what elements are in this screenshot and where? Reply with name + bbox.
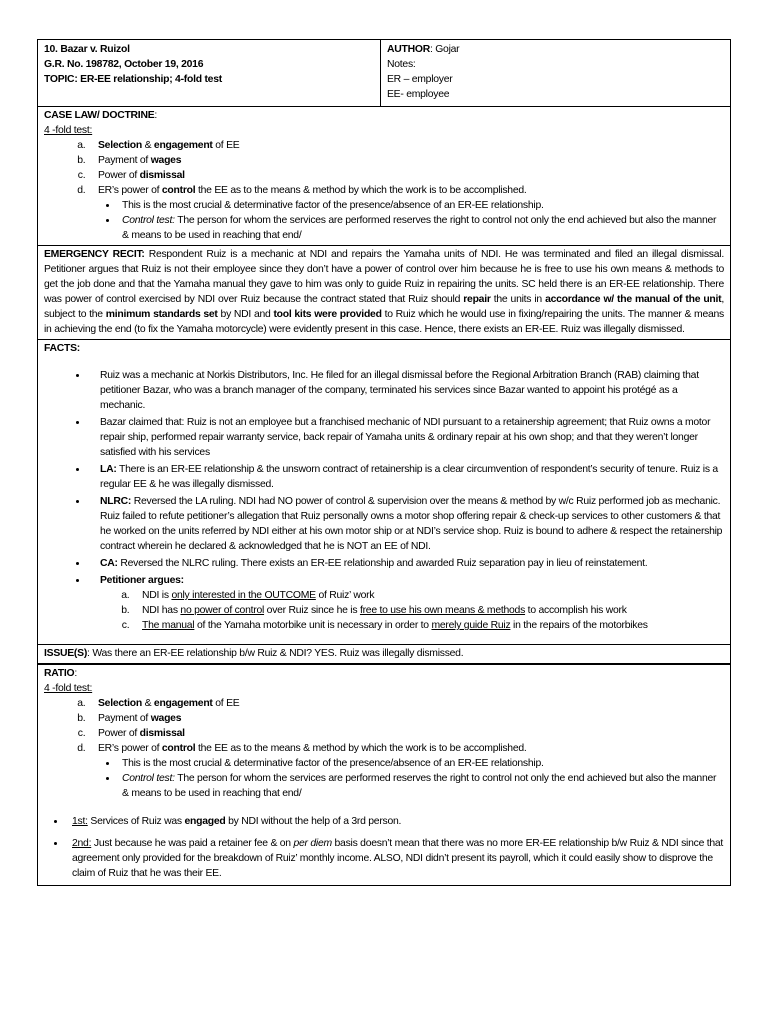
text-run: Petitioner argues: [100, 575, 184, 586]
spacer [44, 881, 724, 883]
text-run: wages [150, 155, 182, 166]
text-run: engagement [153, 140, 213, 151]
text-run: Just because he was paid a retainer fee & on [91, 838, 294, 849]
text-run: , subject to the [44, 294, 725, 320]
topic-value: : ER-EE relationship; 4-fold test [74, 74, 222, 85]
text-run: Reversed the LA ruling. NDI had NO power of control & supervision over the means & method by w/c Ruiz performed job as mechanic. Ruiz failed to refute petitioner’s allegation that Ruiz personally owns a motor shop offering repair & check-up services to other customers & that he worked on the units referred by NDI either at his own motor ship or at NDI’s service shop. Ruiz is bound to adhere & respect the retainership contract wherein he declared & acknowledged that he is NOT an EE of NDI. [100, 496, 723, 552]
digest-header-row [38, 40, 730, 106]
text-run: Reversed the NLRC ruling. There exists an ER-EE relationship and awarded Ruiz separation pay in lieu of reinstatement. [117, 558, 648, 569]
author-value: : Gojar [429, 44, 460, 55]
text-run: accordance w/ the manual of the unit [545, 294, 722, 305]
case-gr-number: G.R. No. 198782, October 19, 2016 [44, 59, 204, 70]
text-run: CA: [100, 558, 118, 569]
fourfold-item [88, 168, 724, 183]
recit-section [38, 245, 730, 339]
fact-item [88, 462, 724, 492]
text-run: control [161, 743, 196, 754]
ratio-section [38, 663, 730, 885]
fourfold-item [88, 696, 724, 711]
text-run: minimum standards set [105, 309, 218, 320]
text-run: 1st: [72, 816, 88, 827]
ratio-sub-list [44, 756, 724, 801]
argument-item [132, 618, 724, 633]
text-run: Payment of [98, 713, 151, 724]
petitioner-arguments-list [100, 588, 724, 633]
ratio-heading-suffix: : [74, 668, 77, 679]
text-run: The manual [142, 620, 195, 631]
text-run: Bazar claimed that: Ruiz is not an employee but a franchised mechanic of NDI pursuant to a retainership agreement; that Ruiz owns a motor repair ship, performed repair warranty service, back repair of Yamaha units & ordinary repair at his own shop; and that they weren’t longer satisfied with his services [100, 417, 711, 458]
author-line [387, 42, 724, 57]
text-run: only interested in the OUTCOME [171, 590, 316, 601]
text-run: per diem [293, 838, 332, 849]
doctrine-sub-list [44, 198, 724, 243]
text-run: EMERGENCY RECIT: [44, 249, 145, 260]
control-note-item [118, 213, 724, 243]
text-run: merely guide Ruiz [431, 620, 511, 631]
spacer [44, 635, 724, 642]
text-run: : Was there an ER-EE relationship b/w Ruiz & NDI? YES. Ruiz was illegally dismissed. [87, 648, 464, 659]
text-run: NDI is [142, 590, 172, 601]
case-topic [44, 72, 374, 87]
text-run: Power of [98, 728, 140, 739]
fourfold-item [88, 138, 724, 153]
author-notes-cell [381, 40, 730, 106]
spacer [44, 801, 724, 807]
text-run: This is the most crucial & determinative factor of the presence/absence of an ER-EE relationship. [122, 200, 544, 211]
text-run: Control test: [122, 773, 175, 784]
text-run: ER’s power of [98, 743, 162, 754]
text-run: tool kits were provided [273, 309, 382, 320]
text-run: the EE as to the means & method by which the work is to be accomplished. [195, 743, 527, 754]
text-run: Payment of [98, 155, 151, 166]
text-run: to accomplish his work [525, 605, 627, 616]
topic-label: TOPIC [44, 74, 75, 85]
fourfold-item [88, 726, 724, 741]
text-run: in the repairs of the motorbikes [510, 620, 648, 631]
case-digest-table [37, 39, 731, 886]
text-run: Control test: [122, 215, 175, 226]
text-run: control [161, 185, 196, 196]
note-item: EE- employee [387, 89, 450, 100]
text-run: over Ruiz since he is [264, 605, 360, 616]
text-run: Selection [98, 140, 142, 151]
text-run: the units in [490, 294, 546, 305]
text-run: the EE as to the means & method by which the work is to be accomplished. [195, 185, 527, 196]
text-run: engagement [153, 698, 213, 709]
fact-item [88, 494, 724, 554]
ratio-fourfold-list [44, 696, 724, 756]
spacer [44, 356, 724, 368]
fourfold-item [88, 741, 724, 756]
fourfold-item [88, 183, 724, 198]
text-run: free to use his own means & methods [359, 605, 526, 616]
text-run: Services of Ruiz was [87, 816, 185, 827]
fact-item [88, 573, 724, 633]
text-run: by NDI and [217, 309, 274, 320]
text-run: Selection [98, 698, 142, 709]
text-run: Power of [98, 170, 140, 181]
text-run: of the Yamaha motorbike unit is necessary in order to [194, 620, 432, 631]
control-note-item [118, 771, 724, 801]
text-run: LA: [100, 464, 117, 475]
text-run: NDI has [142, 605, 181, 616]
text-run: wages [150, 713, 182, 724]
text-run: ER’s power of [98, 185, 162, 196]
text-run: basis doesn’t mean that there was no more ER-EE relationship b/w Ruiz & NDI since that agreement only provided for the breakdown of Ruiz’ monthly income. ALSO, NDI didn’t present its payroll, which it could easily show to disprove the claim of Ruiz that he was their EE. [72, 838, 724, 879]
emergency-recit-paragraph [44, 247, 724, 337]
text-run: dismissal [139, 170, 185, 181]
text-run: repair [463, 294, 491, 305]
doctrine-section [38, 106, 730, 245]
author-label: AUTHOR [387, 44, 430, 55]
text-run: no power of control [180, 605, 265, 616]
facts-heading: FACTS: [44, 343, 81, 354]
fact-item [88, 556, 724, 571]
control-note-item [118, 198, 724, 213]
note-item: ER – employer [387, 74, 453, 85]
ratio-heading-line [44, 666, 724, 681]
text-run: The person for whom the services are performed reserves the right to control not only the end achieved but also the manner & means to be used in reaching that end/ [122, 773, 717, 799]
text-run: 2nd: [72, 838, 92, 849]
text-run: There is an ER-EE relationship & the unsworn contract of retainership is a clear circumvention of respondent’s security of tenure. Ruiz is a regular EE & he was illegally dismissed. [100, 464, 718, 490]
ratio-point [66, 836, 724, 881]
text-run: of EE [212, 698, 240, 709]
text-run: NLRC: [100, 496, 132, 507]
doctrine-fourfold-list [44, 138, 724, 198]
issue-paragraph [44, 646, 724, 661]
notes-title: Notes: [387, 59, 416, 70]
text-run: ISSUE(S) [44, 648, 88, 659]
control-note-item [118, 756, 724, 771]
text-run: dismissal [139, 728, 185, 739]
fact-item [88, 415, 724, 460]
text-run: of EE [212, 140, 240, 151]
text-run: engaged [184, 816, 226, 827]
argument-item [132, 603, 724, 618]
facts-section [38, 339, 730, 644]
fact-item [88, 368, 724, 413]
facts-list [44, 368, 724, 633]
case-title: 10. Bazar v. Ruizol [44, 44, 130, 55]
argument-item [132, 588, 724, 603]
text-run: Respondent Ruiz is a mechanic at NDI and repairs the Yamaha units of NDI. He was terminated and filed an illegal dismissal. Petitioner argues that Ruiz is not their employee since they don’t have a power of control over him because he is free to use his own means & methods to get the job done and that the Yamaha manual they gave to him was only to guide Ruiz in repairing the units. SC held there is an ER-EE relationship. There was power of control exercised by NDI over Ruiz because the contract stated that Ruiz should [44, 249, 724, 305]
ratio-fourfold-title: 4 -fold test: [44, 683, 93, 694]
fourfold-item [88, 153, 724, 168]
text-run: & [141, 140, 154, 151]
notes-list [387, 72, 724, 102]
text-run: of Ruiz’ work [315, 590, 375, 601]
text-run: This is the most crucial & determinative factor of the presence/absence of an ER-EE relationship. [122, 758, 544, 769]
fourfold-item [88, 711, 724, 726]
case-info-cell [38, 40, 381, 106]
text-run: Ruiz was a mechanic at Norkis Distributors, Inc. He filed for an illegal dismissal before the Regional Arbitration Branch (RAB) claiming that petitioner Bazar, who was a branch manager of the company, terminated his services since Bazar wanted to appoint his protégé as a mechanic. [100, 370, 699, 411]
ratio-points-list [44, 814, 724, 881]
issue-section [38, 644, 730, 663]
doctrine-heading-line [44, 108, 724, 123]
ratio-point [66, 814, 724, 829]
doctrine-heading: CASE LAW/ DOCTRINE [44, 110, 155, 121]
doctrine-fourfold-title: 4 -fold test: [44, 125, 93, 136]
doctrine-heading-suffix: : [154, 110, 158, 121]
text-run: & [141, 698, 154, 709]
text-run: The person for whom the services are performed reserves the right to control not only the end achieved but also the manner & means to be used in reaching that end/ [122, 215, 717, 241]
text-run: by NDI without the help of a 3rd person. [225, 816, 402, 827]
text-run: to Ruiz which he would use in fixing/repairing the units. The manner & means in achieving the end (to fix the Yamaha motorcycle) were evidently present in this case. Hence, there exists an ER-EE. Ruiz was illegally dismissed. [44, 309, 724, 335]
ratio-heading: RATIO [44, 668, 75, 679]
